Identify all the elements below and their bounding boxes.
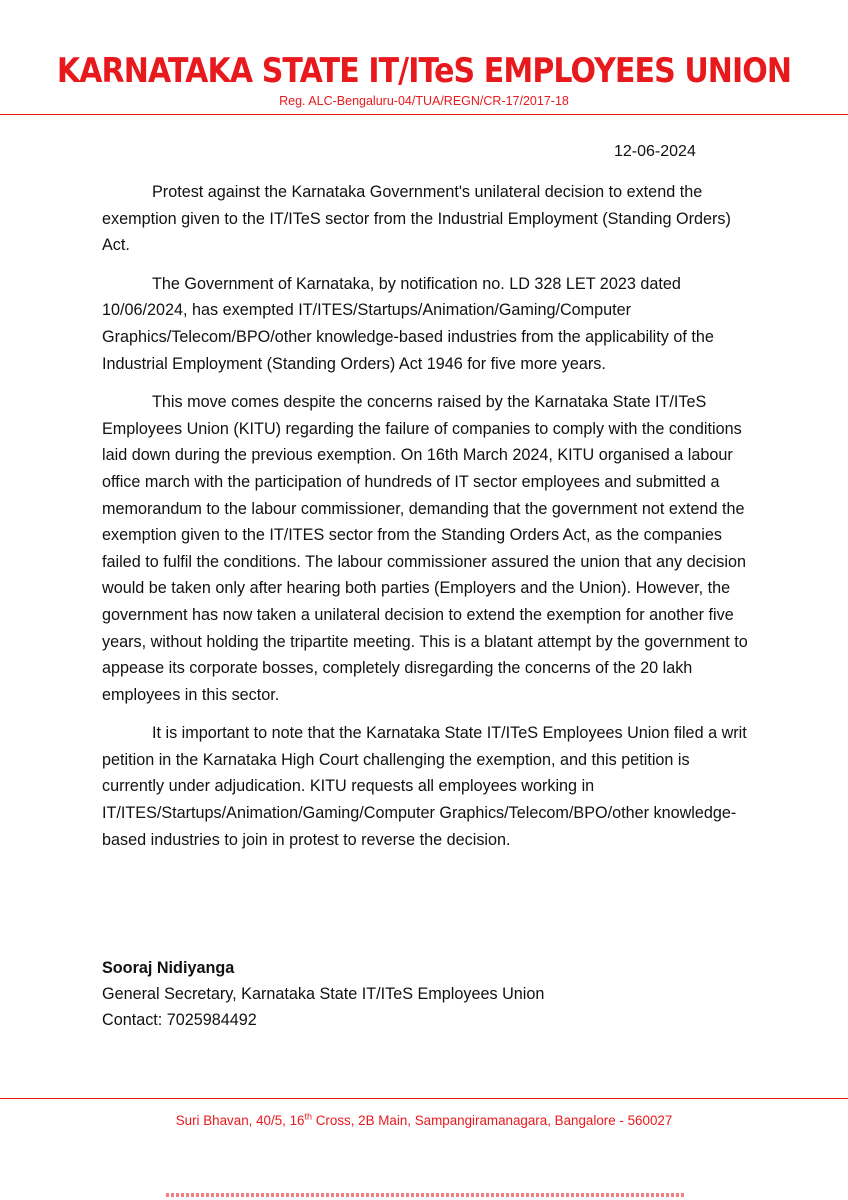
header-divider bbox=[0, 114, 848, 115]
organization-name: KARNATAKA STATE IT/ITeS EMPLOYEES UNION bbox=[56, 52, 792, 92]
paragraph-notification: The Government of Karnataka, by notification no. LD 328 LET 2023 dated 10/06/2024, has exempted IT/ITES/Startups/Animation/Gaming/Computer Graphics/Telecom/BPO/other knowledge-based industries from the applicability of the Industrial Employment (Standing Orders) Act 1946 for five more years. bbox=[102, 274, 714, 373]
address-part-1: Suri Bhavan, 40/5, 16 bbox=[175, 1113, 305, 1128]
signature-block bbox=[102, 955, 544, 1033]
page-edge-decoration bbox=[166, 1193, 686, 1197]
paragraph-petition: It is important to note that the Karnataka State IT/ITeS Employees Union filed a writ petition in the Karnataka High Court challenging the exemption, and this petition is currently under adjudication. KITU requests all employees working in IT/ITES/Startups/Animation/Gaming/Computer Graphics/Telecom/BPO/other knowledge-based industries to join in protest to reverse the decision. bbox=[102, 724, 747, 849]
signatory-name: Sooraj Nidiyanga bbox=[102, 959, 235, 977]
signatory-title: General Secretary, Karnataka State IT/ITeS Employees Union bbox=[102, 985, 545, 1003]
footer-divider bbox=[0, 1098, 848, 1099]
signatory-contact: Contact: 7025984492 bbox=[102, 1011, 257, 1029]
footer-address bbox=[0, 1113, 848, 1128]
paragraph-concerns: This move comes despite the concerns raised by the Karnataka State IT/ITeS Employees Union (KITU) regarding the failure of companies to comply with the conditions laid down during the previous exemption. On 16th March 2024, KITU organised a labour office march with the participation of hundreds of IT sector employees and submitted a memorandum to the labour commissioner, demanding that the government not extend the exemption given to the IT/ITES sector from the Standing Orders Act, as the companies failed to fulfil the conditions. The labour commissioner assured the union that any decision would be taken only after hearing both parties (Employers and the Union). However, the government has now taken a unilateral decision to extend the exemption for another five years, without holding the tripartite meeting. This is a blatant attempt by the government to appease its corporate bosses, completely disregarding the concerns of the 20 lakh employees in this sector. bbox=[102, 393, 748, 704]
paragraph-subject: Protest against the Karnataka Government's unilateral decision to extend the exemption given to the IT/ITeS sector from the Industrial Employment (Standing Orders) Act. bbox=[102, 183, 731, 255]
letter-date: 12-06-2024 bbox=[614, 143, 696, 160]
address-ordinal: th bbox=[304, 1111, 313, 1122]
registration-number: Reg. ALC-Bengaluru-04/TUA/REGN/CR-17/2017-18 bbox=[279, 94, 569, 108]
letter-body bbox=[102, 179, 750, 865]
address-part-2: Cross, 2B Main, Sampangiramanagara, Bangalore - 560027 bbox=[312, 1113, 673, 1128]
